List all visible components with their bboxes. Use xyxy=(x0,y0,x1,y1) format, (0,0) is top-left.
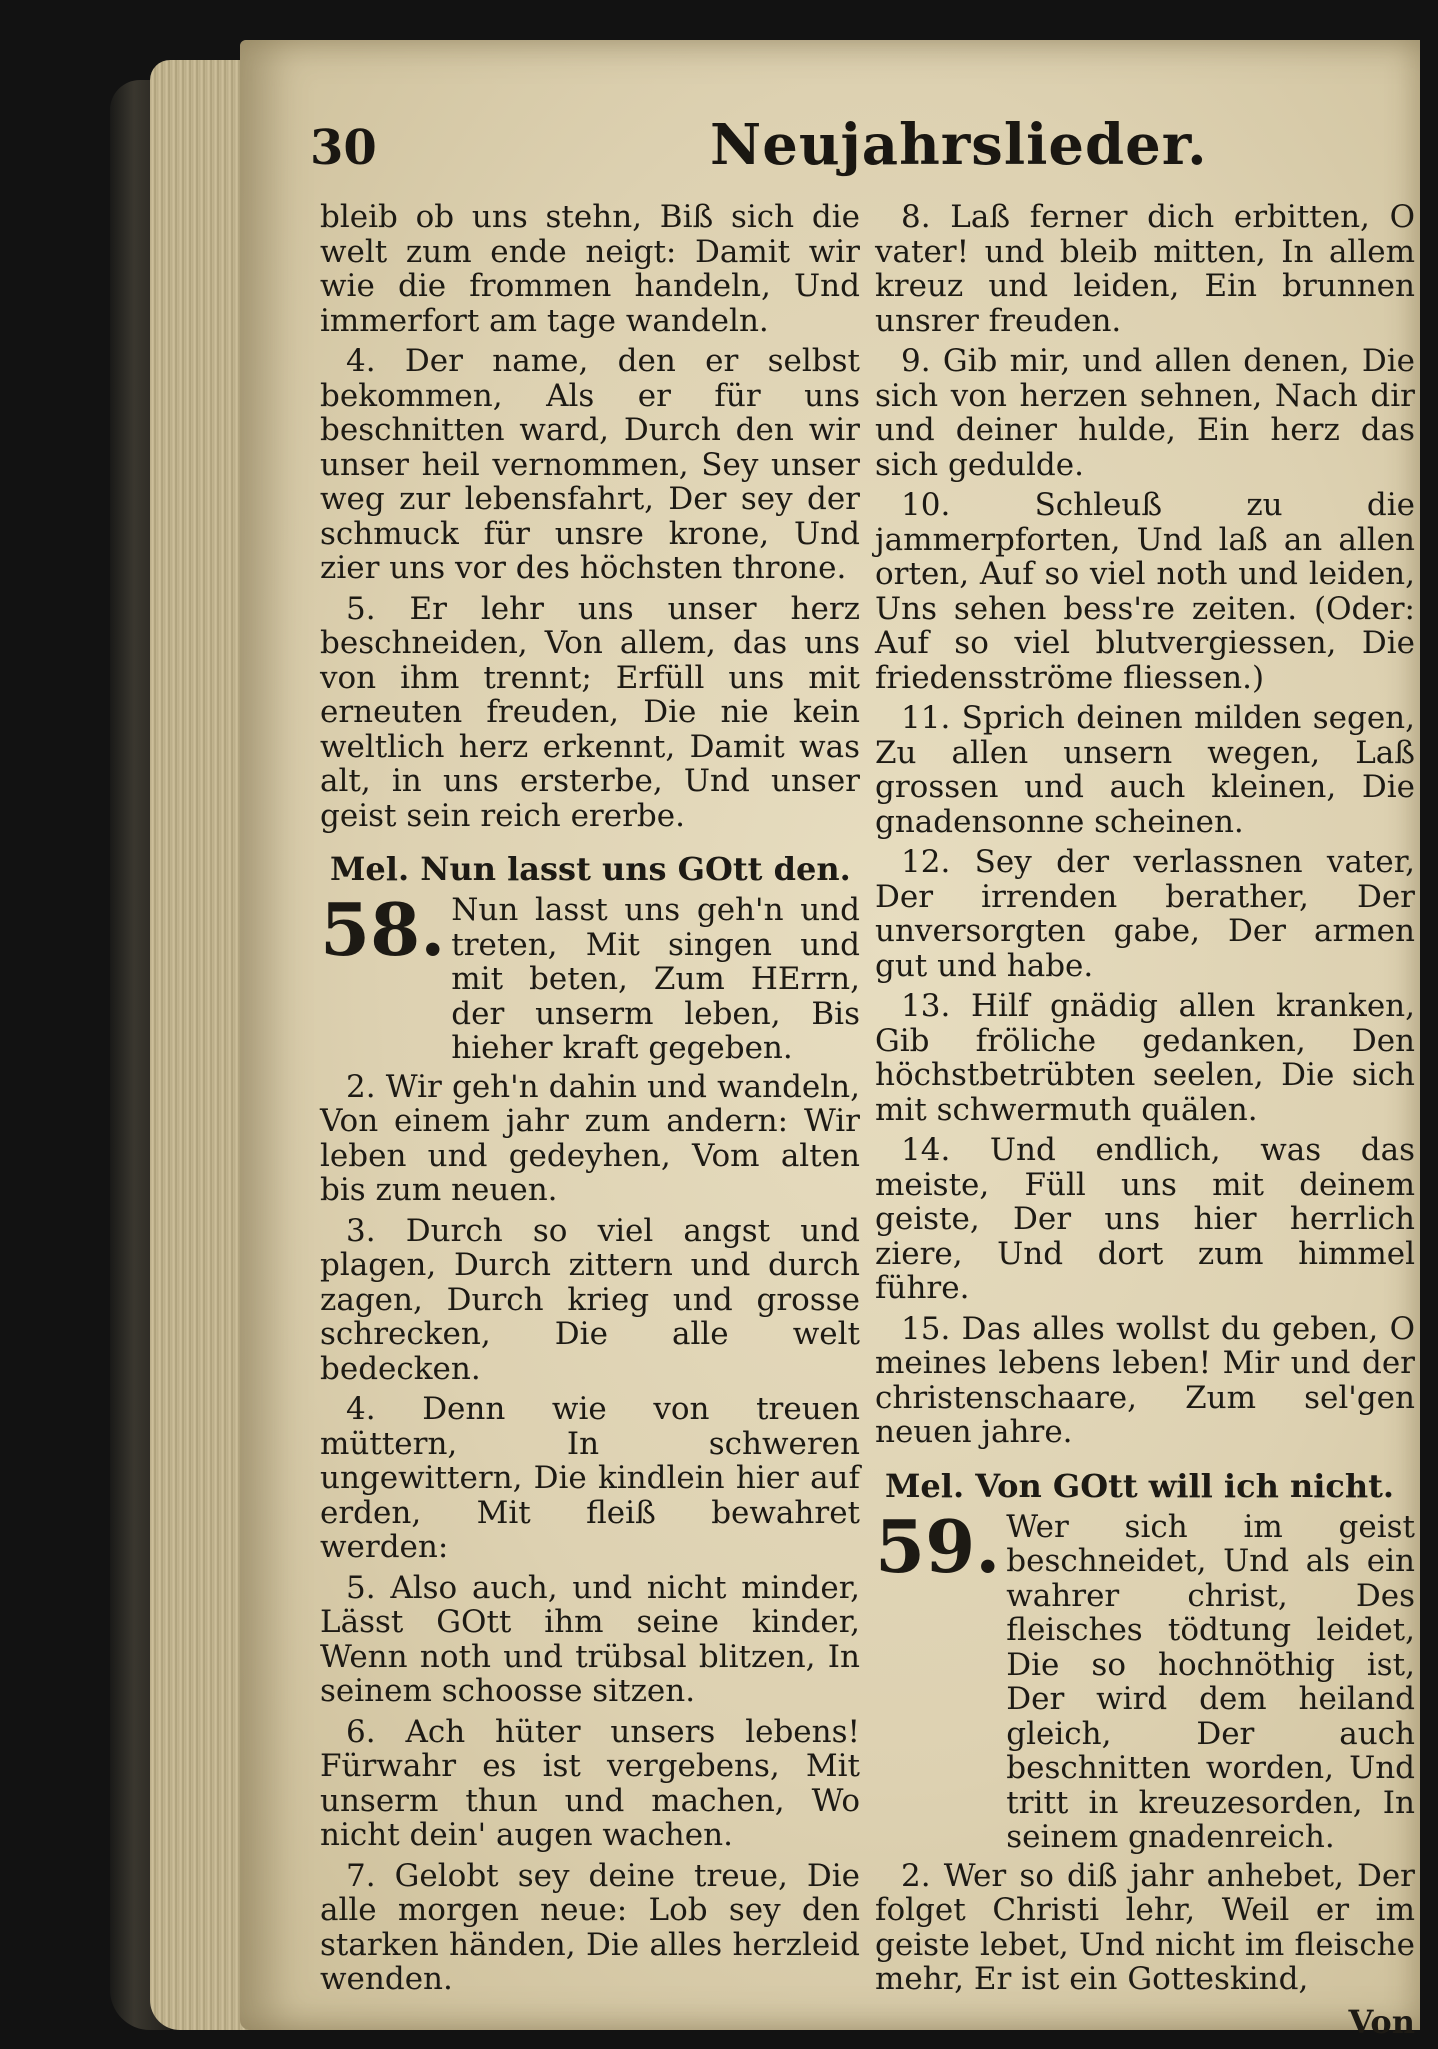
verse-4: 4. Der name, den er selbst bekommen, Als er für uns beschnitten ward, Durch den wir unser heil vernommen, Sey unser weg zur lebensfahrt, Der sey der schmuck für unsre krone, Und zier uns vor des höchsten throne. xyxy=(320,343,860,586)
hymn-59-start xyxy=(875,1503,1415,1855)
hymn-59-verse-1: Wer sich im geist beschneidet, Und als ein wahrer christ, Des fleisches tödtung leidet, Die so hochnöthig ist, Der wird dem heiland gleich, Der auch beschnitten worden, Und tritt in kreuzesorden, In seinem gnadenreich. xyxy=(1006,1508,1415,1855)
catchword: Von xyxy=(1348,2002,1415,2041)
page-header xyxy=(310,100,1310,180)
melody-note-58: Mel. Nun lasst uns GOtt den. xyxy=(330,850,851,888)
hymn-58-verse-2: 2. Wir geh'n dahin und wandeln, Von einem jahr zum andern: Wir leben und gedeyhen, Vom alten bis zum neuen. xyxy=(320,1068,860,1208)
hymn-58-verse-10: 10. Schleuß zu die jammerpforten, Und laß an allen orten, Auf so viel noth und leiden, Uns sehen bess're zeiten. (Oder: Auf so viel blutvergiessen, Die friedensströme fliessen.) xyxy=(875,487,1415,696)
hymn-58-verse-14: 14. Und endlich, was das meiste, Füll uns mit deinem geiste, Der uns hier herrlich ziere, Und dort zum himmel führe. xyxy=(875,1132,1415,1306)
hymn-58-verse-7: 7. Gelobt sey deine treue, Die alle morgen neue: Lob sey den starken händen, Die alles herzleid wenden. xyxy=(320,1857,860,1997)
hymn-58-verse-3: 3. Durch so viel angst und plagen, Durch zittern und durch zagen, Durch krieg und grosse schrecken, Die alle welt bedecken. xyxy=(320,1212,860,1387)
hymn-58-verse-8: 8. Laß ferner dich erbitten, O vater! und bleib mitten, In allem kreuz und leiden, Ein brunnen unsrer freuden. xyxy=(875,199,1415,339)
verse-continuation: bleib ob uns stehn, Biß sich die welt zum ende neigt: Damit wir wie die frommen handeln, Und immerfort am tage wandeln. xyxy=(320,199,860,339)
hymn-58-verse-6: 6. Ach hüter unsers lebens! Fürwahr es ist vergebens, Mit unserm thun und machen, Wo nicht dein' augen wachen. xyxy=(320,1713,860,1853)
hymn-58-verse-5: 5. Also auch, und nicht minder, Lässt GOtt ihm seine kinder, Wenn noth und trübsal blitzen, In seinem schoosse sitzen. xyxy=(320,1569,860,1709)
melody-note-59: Mel. Von GOtt will ich nicht. xyxy=(885,1466,1395,1505)
hymn-58-verse-1: Nun lasst uns geh'n und treten, Mit singen und mit beten, Zum HErrn, der unserm leben, Bis hieher kraft gegeben. xyxy=(451,892,860,1066)
verse-5: 5. Er lehr uns unser herz beschneiden, Von allem, das uns von ihm trennt; Erfüll uns mit erneuten freuden, Die nie kein weltlich herz erkennt, Damit was alt, in uns ersterbe, Und unser geist sein reich ererbe. xyxy=(320,590,860,834)
hymn-number-59: 59. xyxy=(875,1503,1001,1589)
hymn-58-verse-13: 13. Hilf gnädig allen kranken, Gib fröliche gedanken, Den höchstbetrübten seelen, Die sich mit schwermuth quälen. xyxy=(875,988,1415,1128)
right-column xyxy=(875,200,1415,2041)
hymn-58-verse-11: 11. Sprich deinen milden segen, Zu allen unsern wegen, Laß grossen und auch kleinen, Die gnadensonne scheinen. xyxy=(875,700,1415,840)
hymn-58-verse-9: 9. Gib mir, und allen denen, Die sich von herzen sehnen, Nach dir und deiner hulde, Ein herz das sich gedulde. xyxy=(875,343,1415,483)
hymn-58-verse-4: 4. Denn wie von treuen müttern, In schweren ungewittern, Die kindlein hier auf erden, Mit fleiß bewahret werden: xyxy=(320,1391,860,1565)
hymn-58-verse-15: 15. Das alles wollst du geben, O meines lebens leben! Mir und der christenschaare, Zum sel'gen neuen jahre. xyxy=(875,1310,1415,1450)
page-number: 30 xyxy=(310,120,377,176)
hymn-59-verse-2: 2. Wer so diß jahr anhebet, Der folget Christi lehr, Weil er im geiste lebet, Und nicht im fleische mehr, Er ist ein Gotteskind, xyxy=(875,1857,1415,1997)
hymn-58-verse-12: 12. Sey der verlassnen vater, Der irrenden berather, Der unversorgten gabe, Der armen gut und habe. xyxy=(875,844,1415,984)
running-title: Neujahrslieder. xyxy=(710,112,1208,178)
hymn-number-58: 58. xyxy=(320,887,446,972)
left-column xyxy=(320,200,860,2003)
hymn-58-start xyxy=(320,887,860,1066)
